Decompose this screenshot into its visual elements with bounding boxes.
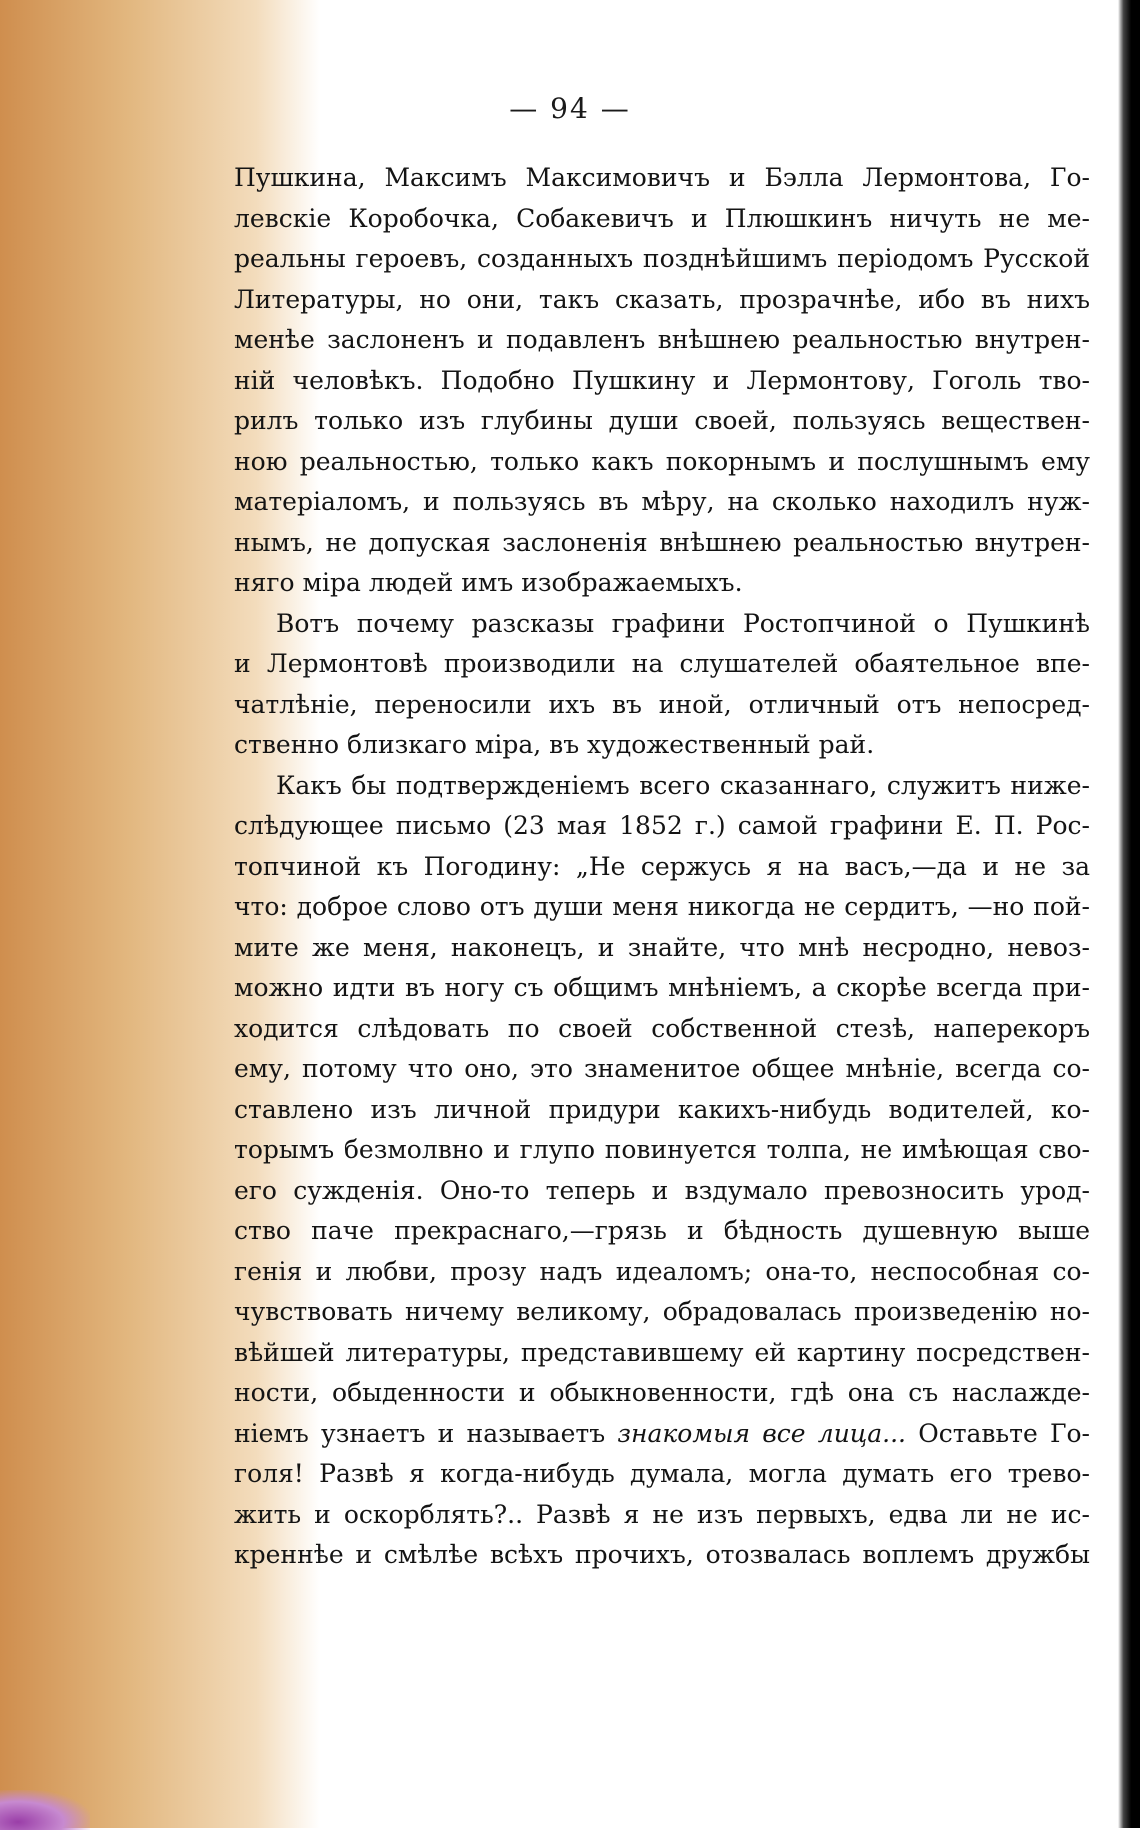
text-line: ходится слѣдовать по своей собственной стезѣ, наперекоръ xyxy=(234,1013,1090,1043)
text-line: Литературы, но они, такъ сказать, прозрачнѣе, ибо въ нихъ xyxy=(234,284,1090,314)
text-fragment: ніемъ узнаетъ и называетъ xyxy=(234,1418,618,1448)
text-line: торымъ безмолвно и глупо повинуется толпа, не имѣющая сво- xyxy=(234,1135,1090,1164)
italic-quote: знакомыя все лица... xyxy=(617,1418,906,1448)
page-number: — 94 — xyxy=(509,92,631,125)
text-line: креннѣе и смѣлѣе всѣхъ прочихъ, отозвалась воплемъ дружбы xyxy=(234,1540,1090,1569)
body-text xyxy=(234,158,1090,1576)
text-line: что: доброе слово отъ души меня никогда не сердитъ, —но пой- xyxy=(234,892,1090,921)
text-line: его сужденія. Оно-то теперь и вздумало превозносить урод- xyxy=(234,1175,1090,1205)
text-line: генія и любви, прозу надъ идеаломъ; она-то, неспособная со- xyxy=(234,1256,1090,1286)
text-line: ною реальностью, только какъ покорнымъ и послушнымъ ему xyxy=(234,446,1090,476)
text-line: ній человѣкъ. Подобно Пушкину и Лермонтову, Гоголь тво- xyxy=(234,365,1090,395)
text-line: ственно близкаго міра, въ художественный рай. xyxy=(234,730,875,759)
scan-stain xyxy=(0,1790,90,1830)
text-line: менѣе заслоненъ и подавленъ внѣшнею реальностью внутрен- xyxy=(234,325,1090,354)
text-line: и Лермонтовѣ производили на слушателей обаятельное впе- xyxy=(234,649,1090,678)
text-line: ности, обыденности и обыкновенности, гдѣ она съ наслажде- xyxy=(234,1378,1090,1407)
text-line: нымъ, не допуская заслоненія внѣшнею реальностью внутрен- xyxy=(234,527,1090,557)
text-line: ставлено изъ личной придури какихъ-нибудь водителей, ко- xyxy=(234,1094,1090,1124)
text-line: чувствовать ничему великому, обрадовалась произведенію но- xyxy=(234,1297,1090,1326)
scan-edge xyxy=(1118,0,1140,1828)
text-line: Какъ бы подтвержденіемъ всего сказаннаго, служитъ ниже- xyxy=(276,770,1090,800)
text-line: слѣдующее письмо (23 мая 1852 г.) самой графини Е. П. Рос- xyxy=(234,811,1090,840)
text-line: Вотъ почему разсказы графини Ростопчиной о Пушкинѣ xyxy=(276,608,1090,638)
text-fragment: Оставьте Го- xyxy=(905,1418,1090,1448)
text-line: можно идти въ ногу съ общимъ мнѣніемъ, а скорѣе всегда при- xyxy=(234,973,1090,1002)
text-line: Пушкина, Максимъ Максимовичъ и Бэлла Лермонтова, Го- xyxy=(234,163,1090,192)
text-line-with-italic xyxy=(234,1414,1090,1455)
text-line: топчиной къ Погодину: „Не сержусь я на васъ,—да и не за xyxy=(234,851,1090,881)
text-line: левскіе Коробочка, Собакевичъ и Плюшкинъ ничуть не ме- xyxy=(234,203,1090,233)
text-line: рилъ только изъ глубины души своей, пользуясь веществен- xyxy=(234,406,1090,435)
text-line: реальны героевъ, созданныхъ позднѣйшимъ періодомъ Русской xyxy=(234,244,1090,273)
text-line: вѣйшей литературы, представившему ей картину посредствен- xyxy=(234,1337,1090,1367)
text-line: голя! Развѣ я когда-нибудь думала, могла думать его трево- xyxy=(234,1459,1090,1488)
text-line: няго міра людей имъ изображаемыхъ. xyxy=(234,568,743,597)
text-line: матеріаломъ, и пользуясь въ мѣру, на сколько находилъ нуж- xyxy=(234,487,1090,516)
text-line: ему, потому что оно, это знаменитое общее мнѣніе, всегда со- xyxy=(234,1054,1090,1083)
text-line: ство паче прекраснаго,—грязь и бѣдность душевную выше xyxy=(234,1216,1090,1245)
text-line: мите же меня, наконецъ, и знайте, что мнѣ несродно, невоз- xyxy=(234,932,1090,962)
text-line: чатлѣніе, переносили ихъ въ иной, отличный отъ непосред- xyxy=(234,689,1090,719)
text-line: жить и оскорблять?.. Развѣ я не изъ первыхъ, едва ли не ис- xyxy=(234,1499,1090,1529)
